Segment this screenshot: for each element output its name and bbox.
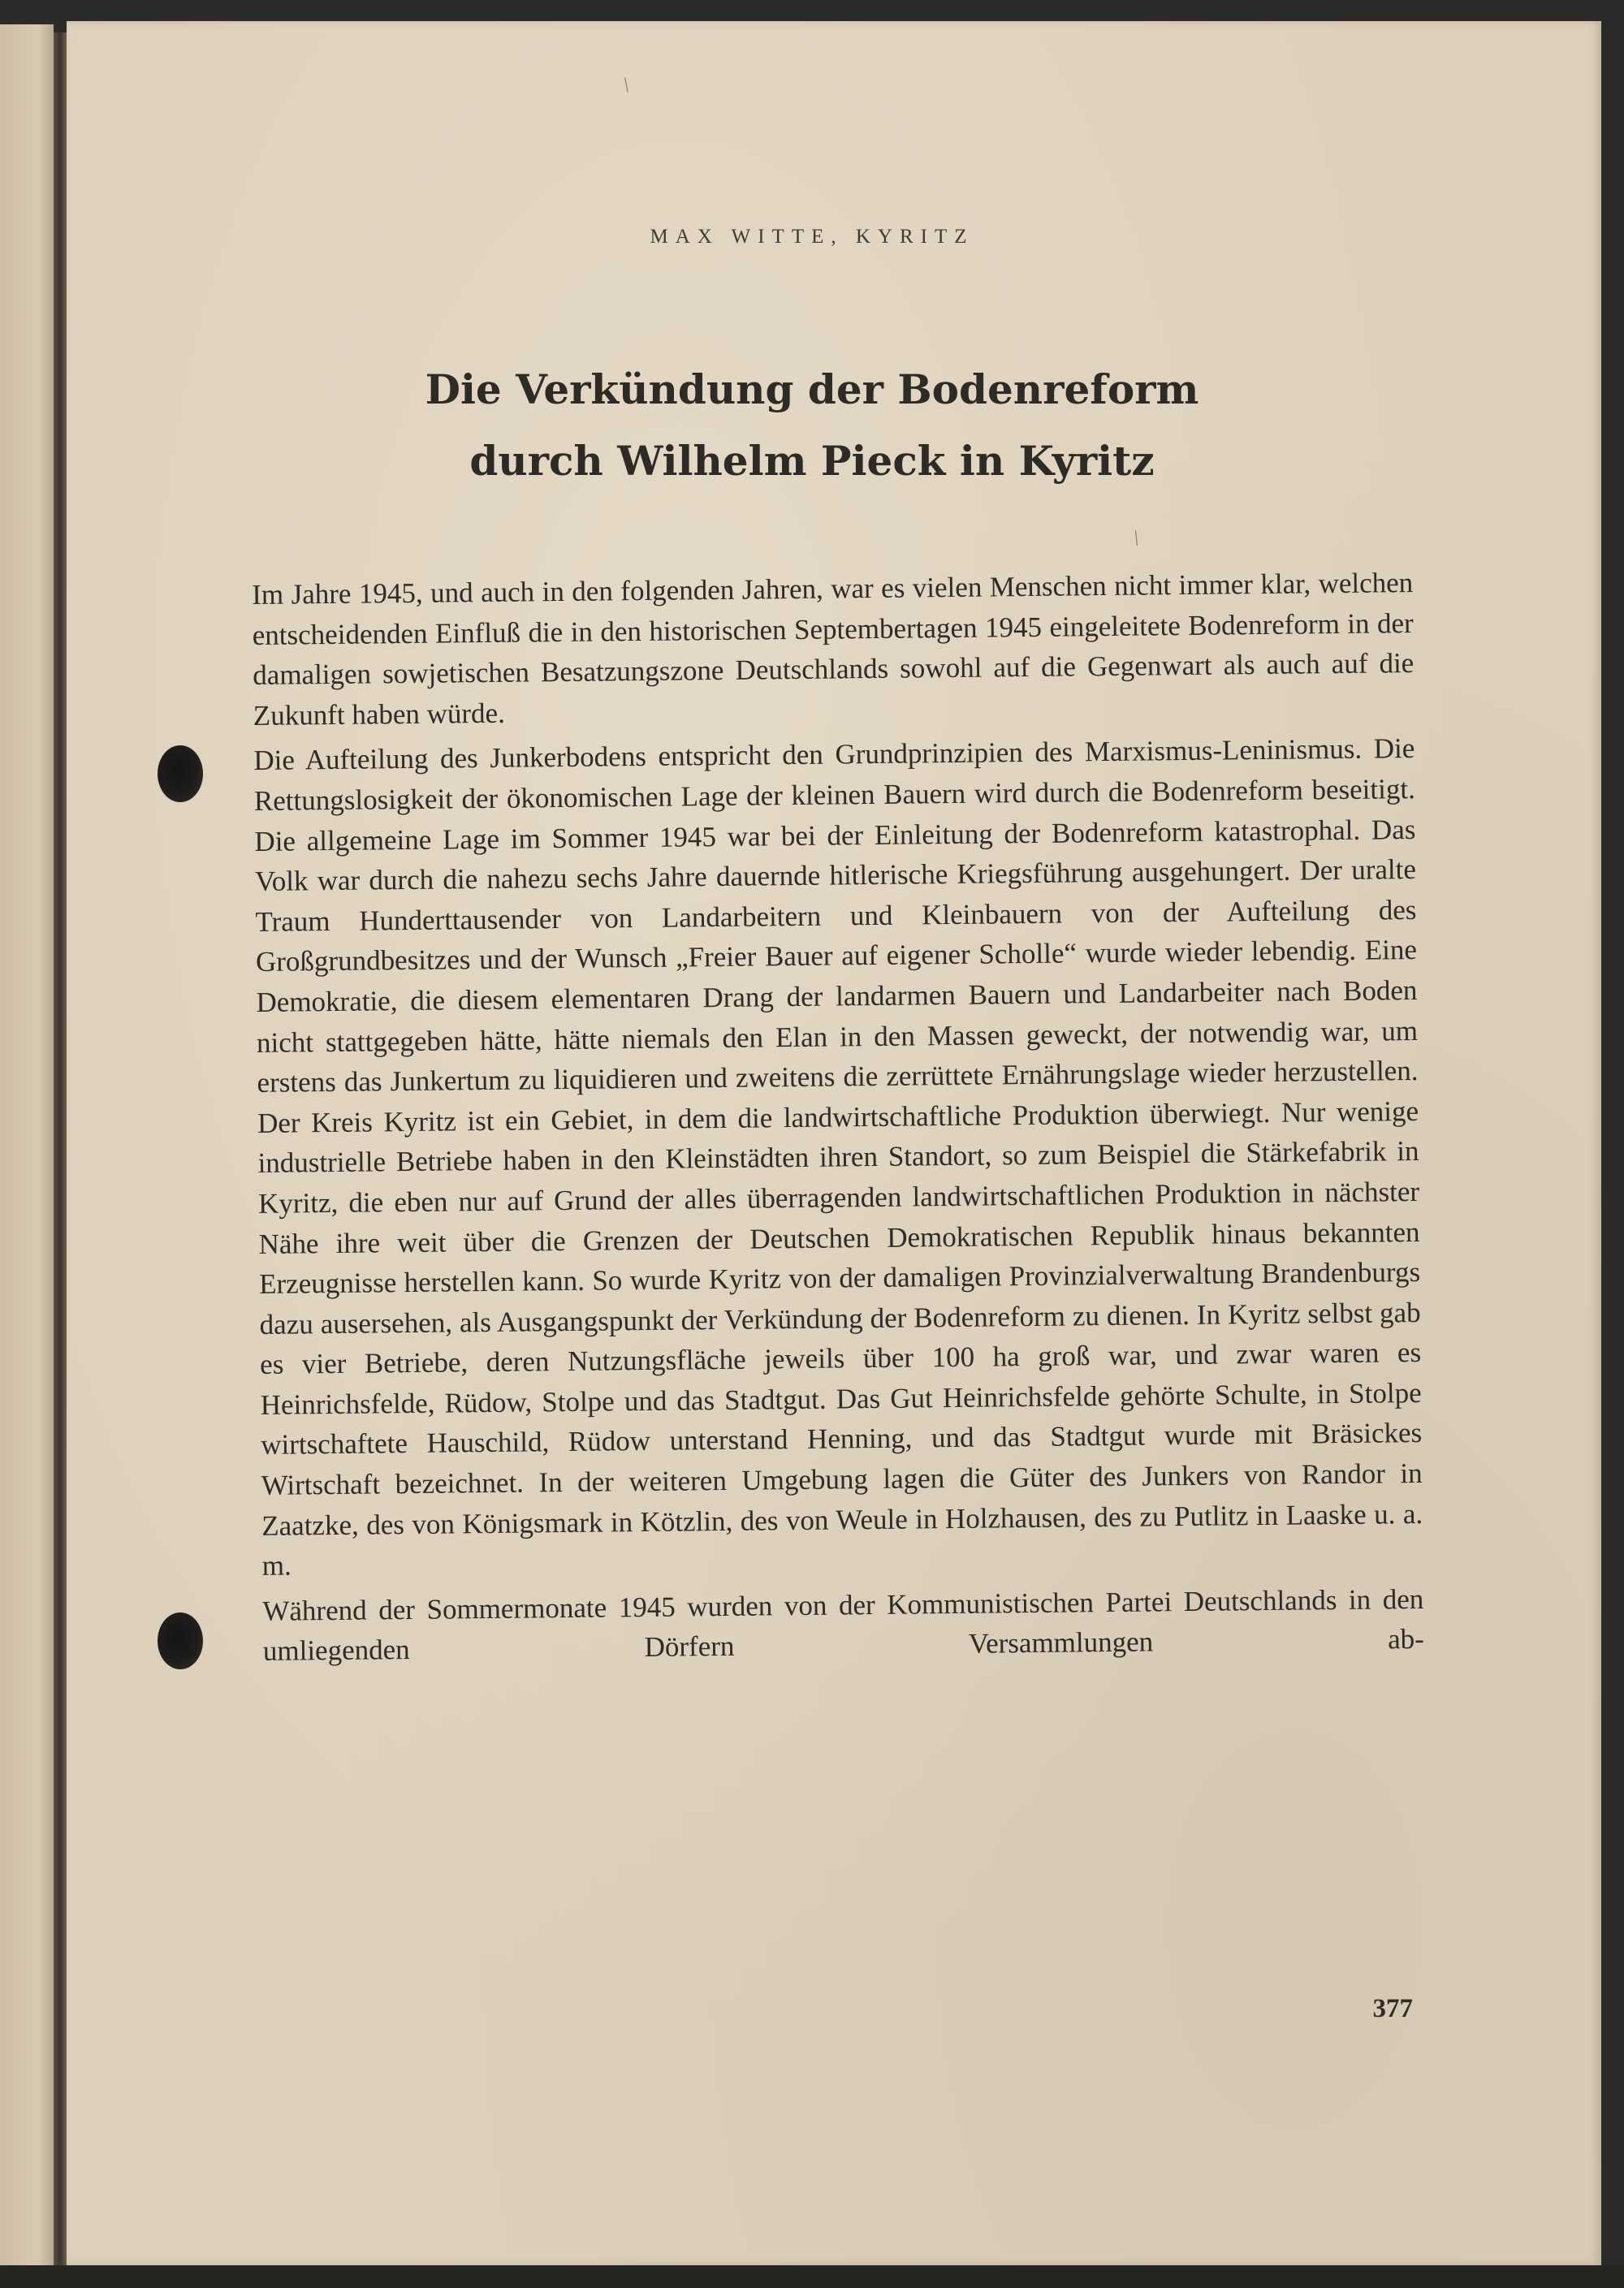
paragraph: Die Aufteilung des Junkerbodens entspricht den Grundprinzipien des Marxismus-Leninismus. Die Rettungslosigkeit der ökonomischen Lage der kleinen Bauern wird durch die Bodenreform beseitigt. Die allgemeine Lage im Sommer 1945 war bei der Einleitung der Bodenreform katastrophal. Das Volk war durch die nahezu sechs Jahre dauernde hitlerische Kriegsführung ausgehungert. Der uralte Traum Hunderttausender von Landarbeitern und Kleinbauern von der Aufteilung des Großgrundbesitzes und der Wunsch „Freier Bauer auf eigener Scholle“ wurde wieder lebendig. Eine Demokratie, die diesem elementaren Drang der landarmen Bauern und Landarbeiter nach Boden nicht stattgegeben hätte, hätte niemals den Elan in den Massen geweckt, der notwendig war, um erstens das Junkertum zu liquidieren und zweitens die zerrüttete Ernährungslage wieder herzustellen. Der Kreis Kyritz ist ein Gebiet, in dem die landwirtschaftliche Produktion überwiegt. Nur wenige industrielle Betriebe haben in den Kleinstädten ihren Standort, so zum Beispiel die Stärkefabrik in Kyritz, die eben nur auf Grund der alles überragenden landwirtschaftlichen Produktion in nächster Nähe ihre weit über die Grenzen der Deutschen Demokratischen Republik hinaus bekannten Erzeugnisse herstellen kann. So wurde Kyritz von der damaligen Provinzialverwaltung Brandenburgs dazu ausersehen, als Ausgangspunkt der Verkündung der Bodenreform zu dienen. In Kyritz selbst gab es vier Betriebe, deren Nutzungsfläche jeweils über 100 ha groß war, und zwar waren es Heinrichsfelde, Rüdow, Stolpe und das Stadtgut. Das Gut Heinrichsfelde gehörte Schulte, in Stolpe wirtschaftete Hauschild, Rüdow unterstand Henning, und das Stadtgut wurde mit Bräsickes Wirtschaft bezeichnet. In der weiteren Umgebung lagen die Güter des Junkers von Randor in Zaatzke, des von Königsmark in Kötzlin, des von Weule in Holzhausen, des zu Putlitz in Laaske u. a. m. bbox=[253, 732, 1423, 1582]
pencil-mark: / bbox=[617, 73, 635, 97]
page-number: 377 bbox=[1372, 1994, 1413, 2023]
article-title-line-2: durch Wilhelm Pieck in Kyritz bbox=[469, 437, 1155, 485]
pencil-mark: / bbox=[1128, 525, 1144, 550]
paragraph: Im Jahre 1945, und auch in den folgenden Jahren, war es vielen Menschen nicht immer klar, welchen entscheidenden Einfluß die in den historischen Septembertagen 1945 eingeleitete Bodenreform in der damaligen sowjetischen Besatzungszone Deutschlands sowohl auf die Gegenwart als auch auf die Zukunft haben würde. bbox=[252, 567, 1415, 732]
facing-page-edge bbox=[0, 24, 54, 2265]
punch-hole bbox=[158, 1612, 203, 1669]
scan-right-border bbox=[1601, 0, 1624, 2288]
punch-hole bbox=[158, 745, 203, 802]
article-title-line-1: Die Verkündung der Bodenreform bbox=[425, 365, 1199, 413]
scan-bottom-border bbox=[0, 2265, 1624, 2288]
paragraph: Während der Sommermonate 1945 wurden von der Kommunistischen Partei Deutschlands in den umliegenden Dörfern Versammlungen ab- bbox=[262, 1582, 1425, 1668]
author-line: MAX WITTE, KYRITZ bbox=[650, 226, 974, 248]
article-body bbox=[252, 563, 1424, 1677]
